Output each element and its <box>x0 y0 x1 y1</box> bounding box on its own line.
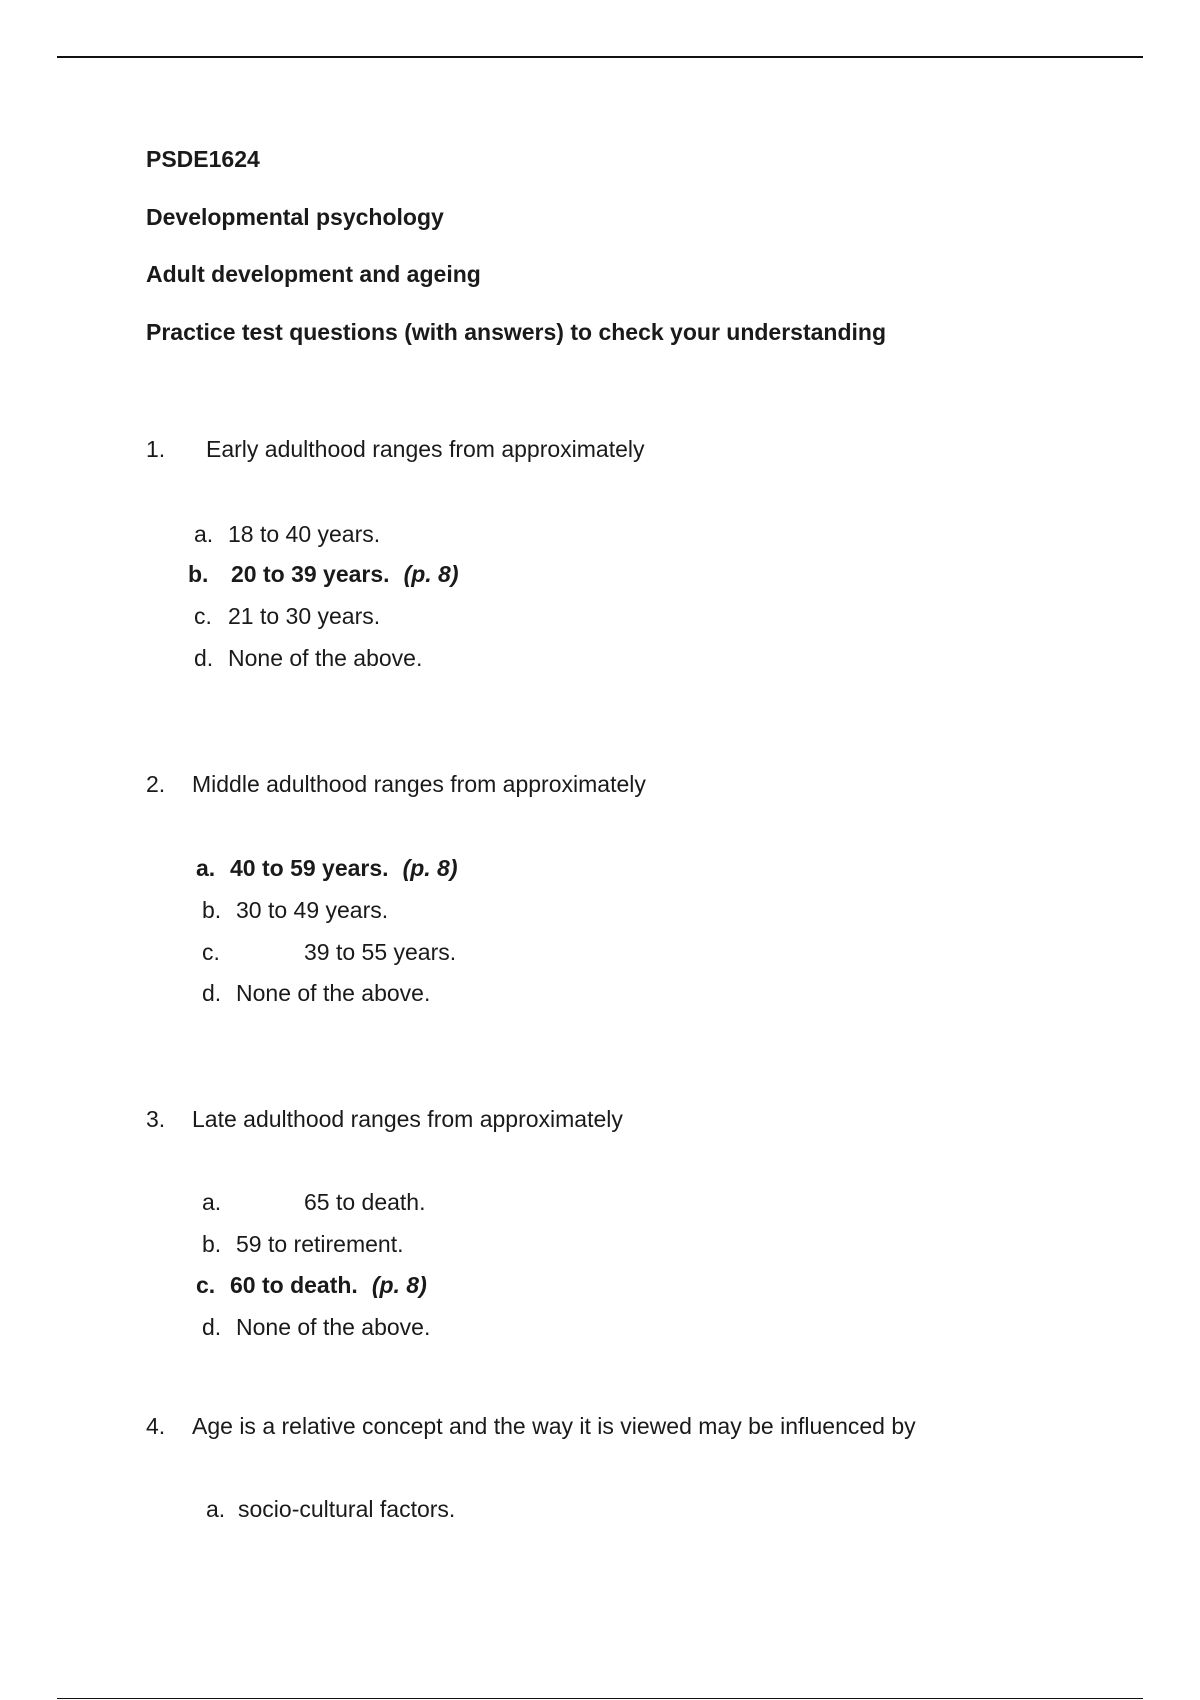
question-text: Late adulthood ranges from approximately <box>192 1106 623 1132</box>
option-d <box>202 1314 430 1341</box>
option-a-correct <box>196 855 458 882</box>
question-text: Middle adulthood ranges from approximately <box>192 771 646 797</box>
option-c-correct <box>196 1272 427 1299</box>
option-letter: d. <box>202 980 222 1006</box>
option-text: 21 to 30 years. <box>228 603 381 629</box>
option-letter: c. <box>194 603 212 629</box>
question-number: 1. <box>146 436 166 462</box>
course-name: Developmental psychology <box>146 204 444 230</box>
option-text: 20 to 39 years. <box>231 561 390 587</box>
option-letter: a. <box>206 1496 226 1522</box>
page-reference: (p. 8) <box>371 1272 427 1298</box>
option-text: None of the above. <box>236 1314 431 1340</box>
option-letter: c. <box>196 1272 216 1298</box>
course-code: PSDE1624 <box>146 146 260 172</box>
option-text: 39 to 55 years. <box>304 939 457 965</box>
option-text: 59 to retirement. <box>236 1231 404 1257</box>
option-text: socio-cultural factors. <box>238 1496 456 1522</box>
option-text: 30 to 49 years. <box>236 897 389 923</box>
option-c <box>202 939 456 966</box>
option-d <box>194 645 422 672</box>
question-number: 4. <box>146 1413 166 1439</box>
option-b <box>202 897 388 924</box>
option-letter: c. <box>202 939 220 965</box>
option-letter: b. <box>188 561 209 587</box>
option-letter: d. <box>202 1314 222 1340</box>
option-letter: a. <box>202 1189 222 1215</box>
question-text: Early adulthood ranges from approximately <box>206 436 645 462</box>
page-reference: (p. 8) <box>403 561 459 587</box>
question-number: 3. <box>146 1106 166 1132</box>
page-reference: (p. 8) <box>402 855 458 881</box>
option-text: 60 to death. <box>230 1272 358 1298</box>
option-a <box>194 521 380 548</box>
option-text: 18 to 40 years. <box>228 521 381 547</box>
option-text: 40 to 59 years. <box>230 855 389 881</box>
option-b <box>202 1231 403 1258</box>
option-letter: d. <box>194 645 214 671</box>
option-letter: a. <box>196 855 216 881</box>
bottom-rule <box>57 1698 1143 1699</box>
option-a <box>206 1496 455 1523</box>
option-text: None of the above. <box>236 980 431 1006</box>
option-letter: b. <box>202 1231 222 1257</box>
option-a <box>202 1189 426 1216</box>
option-d <box>202 980 430 1007</box>
option-text: 65 to death. <box>304 1189 426 1215</box>
option-c <box>194 603 380 630</box>
document-subtitle: Practice test questions (with answers) to check your understanding <box>146 319 886 345</box>
option-b-correct <box>188 561 459 588</box>
option-letter: b. <box>202 897 222 923</box>
question-text: Age is a relative concept and the way it is viewed may be influenced by <box>192 1413 916 1439</box>
topic-title: Adult development and ageing <box>146 261 481 287</box>
top-rule <box>57 56 1143 58</box>
question-number: 2. <box>146 771 166 797</box>
option-text: None of the above. <box>228 645 423 671</box>
option-letter: a. <box>194 521 214 547</box>
